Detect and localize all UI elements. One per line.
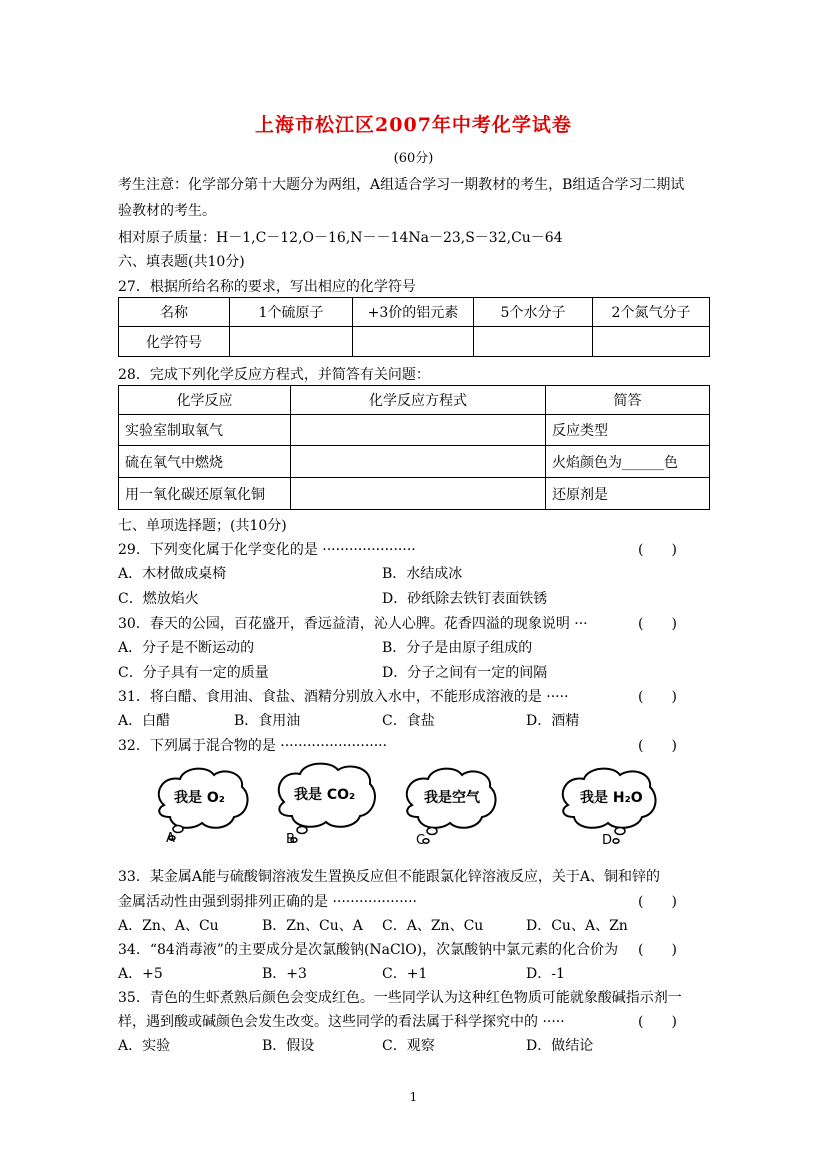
equation-cell[interactable] (291, 478, 546, 510)
answer-parentheses[interactable]: ( ) (638, 942, 677, 958)
answer-parentheses[interactable]: ( ) (638, 616, 677, 632)
thought-cloud-icon (400, 765, 500, 851)
option-d[interactable]: D．做结论 (526, 1038, 594, 1054)
table-27-header: 名称 (119, 298, 230, 327)
question-33-stem: 33．某金属A能与硫酸铜溶液发生置换反应但不能跟氯化锌溶液反应，关于A、铜和锌的 (118, 869, 661, 885)
question-27: 27．根据所给名称的要求，写出相应的化学符号 (118, 279, 416, 295)
brief-answer-cell: 还原剂是 (546, 478, 710, 510)
question-28: 28．完成下列化学反应方程式，并简答有关问题： (118, 367, 430, 383)
reaction-cell: 硫在氧气中燃烧 (119, 446, 291, 478)
answer-parentheses[interactable]: ( ) (638, 1014, 677, 1030)
answer-parentheses[interactable]: ( ) (638, 542, 677, 558)
table-27 (118, 297, 710, 357)
option-b[interactable]: B．水结成冰 (382, 566, 463, 582)
question-30-stem: 30．春天的公园，百花盛开，香远益清，沁人心脾。花香四溢的现象说明 ··· (118, 616, 588, 632)
cloud-text: 我是空气 (424, 790, 480, 806)
reaction-cell: 实验室制取氧气 (119, 415, 291, 446)
table-28 (118, 385, 710, 510)
cloud-option-a[interactable] (152, 765, 252, 847)
notice-line-1: 考生注意：化学部分第十大题分为两组，A组适合学习一期教材的考生，B组适合学习二期试 (118, 177, 685, 193)
option-b[interactable]: B．分子是由原子组成的 (382, 640, 533, 656)
option-d[interactable]: D．砂纸除去铁钉表面铁锈 (382, 591, 548, 607)
question-31-stem: 31．将白醋、食用油、食盐、酒精分别放入水中，不能形成溶液的是 ····· (118, 689, 569, 705)
option-b[interactable]: B．假设 (262, 1038, 315, 1054)
option-c[interactable]: C．分子具有一定的质量 (118, 665, 269, 681)
option-a[interactable]: A．+5 (118, 966, 163, 982)
table-27-header: 5个水分子 (474, 298, 593, 327)
table-27-header: +3价的铝元素 (353, 298, 474, 327)
cloud-letter: C (416, 833, 426, 848)
answer-cell[interactable] (474, 327, 593, 357)
option-a[interactable]: A．木材做成桌椅 (118, 566, 227, 582)
option-c[interactable]: C．A、Zn、Cu (382, 918, 484, 934)
table-27-header: 1个硫原子 (230, 298, 353, 327)
section-7-heading: 七、单项选择题；(共10分) (118, 518, 287, 534)
answer-parentheses[interactable]: ( ) (638, 738, 677, 754)
cloud-text: 我是 O₂ (174, 790, 225, 806)
equation-cell[interactable] (291, 415, 546, 446)
atomic-mass: 相对原子质量：H－1,C－12,O－16,N－－14Na－23,S－32,Cu－64 (118, 230, 563, 246)
option-b[interactable]: B．+3 (262, 966, 307, 982)
equation-cell[interactable] (291, 446, 546, 478)
notice-line-2: 验教材的考生。 (118, 203, 216, 219)
option-b[interactable]: B．食用油 (234, 713, 301, 729)
question-35-stem-2: 样，遇到酸或碱颜色会发生改变。这些同学的看法属于科学探究中的 ····· (118, 1014, 565, 1030)
option-c[interactable]: C．食盐 (382, 713, 435, 729)
table-27-row-label: 化学符号 (119, 327, 230, 357)
question-34-stem: 34．“84消毒液”的主要成分是次氯酸钠(NaClO)，次氯酸钠中氯元素的化合价为 (118, 942, 619, 958)
option-a[interactable]: A．分子是不断运动的 (118, 640, 255, 656)
question-33-stem-2: 金属活动性由强到弱排列正确的是 ··················· (118, 894, 418, 910)
exam-title: 上海市松江区2007年中考化学试卷 (255, 114, 572, 136)
answer-parentheses[interactable]: ( ) (638, 894, 677, 910)
cloud-option-c[interactable] (400, 765, 500, 851)
cloud-letter: A (166, 831, 175, 846)
reaction-cell: 用一氧化碳还原氧化铜 (119, 478, 291, 510)
question-35-stem: 35．青色的生虾煮熟后颜色会变成红色。一些同学认为这种红色物质可能就象酸碱指示剂一 (118, 990, 682, 1006)
option-d[interactable]: D．Cu、A、Zn (526, 918, 628, 934)
table-28-header: 化学反应 (119, 386, 291, 415)
option-a[interactable]: A．白醋 (118, 713, 171, 729)
total-score: (60分) (393, 151, 434, 166)
cloud-text: 我是 CO₂ (294, 787, 356, 803)
option-a[interactable]: A．Zn、A、Cu (118, 918, 219, 934)
option-b[interactable]: B．Zn、Cu、A (262, 918, 363, 934)
cloud-letter: D (602, 833, 613, 848)
cloud-letter: B (286, 832, 295, 847)
page-number: 1 (409, 1090, 418, 1104)
option-c[interactable]: C．燃放焰火 (118, 591, 199, 607)
cloud-text: 我是 H₂O (580, 790, 643, 806)
table-28-header: 简答 (546, 386, 710, 415)
answer-cell[interactable] (230, 327, 353, 357)
section-6-heading: 六、填表题(共10分) (118, 254, 245, 270)
option-d[interactable]: D．-1 (526, 966, 565, 982)
answer-parentheses[interactable]: ( ) (638, 689, 677, 705)
answer-cell[interactable] (353, 327, 474, 357)
option-a[interactable]: A．实验 (118, 1038, 171, 1054)
option-d[interactable]: D．酒精 (526, 713, 580, 729)
answer-cell[interactable] (593, 327, 710, 357)
table-28-header: 化学反应方程式 (291, 386, 546, 415)
option-c[interactable]: C．观察 (382, 1038, 435, 1054)
option-c[interactable]: C．+1 (382, 966, 428, 982)
brief-answer-cell: 火焰颜色为______色 (546, 446, 710, 478)
brief-answer-cell: 反应类型 (546, 415, 710, 446)
question-29-stem: 29．下列变化属于化学变化的是 ····················· (118, 542, 416, 558)
question-32-stem: 32．下列属于混合物的是 ························ (118, 738, 388, 754)
table-27-header: 2个氮气分子 (593, 298, 710, 327)
option-d[interactable]: D．分子之间有一定的间隔 (382, 665, 548, 681)
cloud-option-b[interactable] (272, 760, 380, 850)
cloud-option-d[interactable] (556, 765, 660, 851)
